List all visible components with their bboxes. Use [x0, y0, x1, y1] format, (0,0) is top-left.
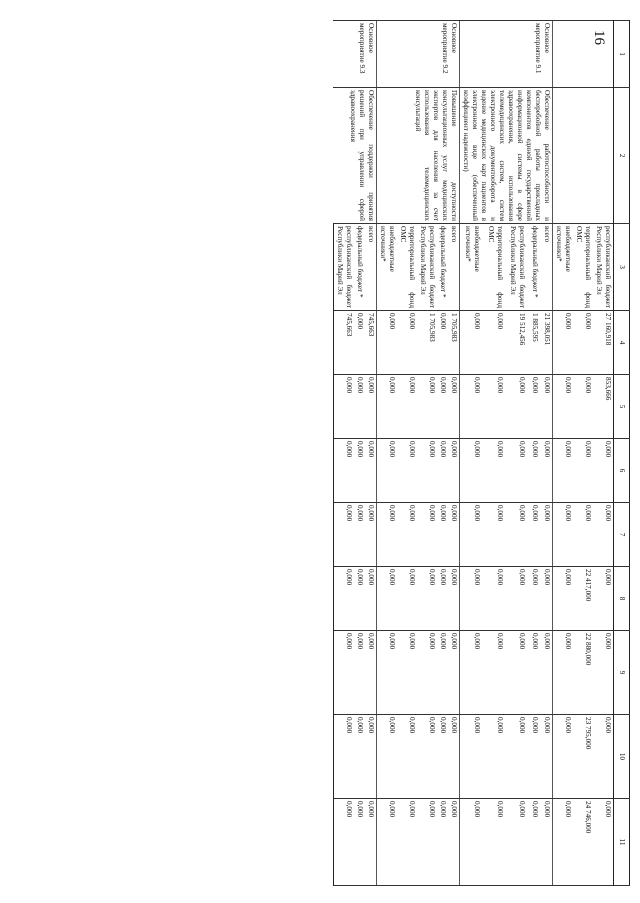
amount-cell: 0,000 [553, 311, 574, 375]
amount-cell: 745,663 [334, 311, 355, 375]
activity-description-cell: Обеспечение поддержки принятия решений при управлении сферой здравоохранения [334, 88, 377, 224]
amount-cell: 0,000 [553, 439, 574, 503]
amount-cell: 0,000 [437, 503, 448, 567]
column-header: 9 [614, 631, 630, 715]
amount-cell: 0,000 [460, 631, 483, 715]
page-number: 16 [591, 30, 607, 45]
amount-cell: 0,000 [365, 375, 377, 439]
amount-cell: 1 705,983 [417, 311, 437, 375]
amount-cell: 0,000 [417, 439, 437, 503]
activity-name-cell [553, 21, 614, 88]
column-header: 3 [614, 224, 630, 311]
amount-cell: 0,000 [397, 311, 417, 375]
amount-cell: 0,000 [397, 375, 417, 439]
amount-cell: 0,000 [437, 799, 448, 886]
amount-cell: 0,000 [540, 439, 553, 503]
amount-cell: 0,000 [365, 439, 377, 503]
amount-cell: 0,000 [437, 439, 448, 503]
amount-cell: 0,000 [448, 631, 460, 715]
funding-source-cell: республиканский бюджет Республики Марий Эл [505, 224, 527, 311]
amount-cell: 21 398,051 [540, 311, 553, 375]
column-header: 4 [614, 311, 630, 375]
amount-cell: 0,000 [437, 375, 448, 439]
amount-cell: 0,000 [460, 439, 483, 503]
amount-cell: 0,000 [527, 799, 539, 886]
amount-cell: 1 705,983 [448, 311, 460, 375]
amount-cell: 0,000 [540, 799, 553, 886]
table-header-row [614, 21, 630, 886]
column-header: 11 [614, 799, 630, 886]
amount-cell: 0,000 [437, 311, 448, 375]
amount-cell: 0,000 [483, 799, 505, 886]
table-row [593, 21, 614, 886]
amount-cell: 0,000 [483, 375, 505, 439]
amount-cell: 0,000 [354, 567, 365, 631]
amount-cell: 0,000 [460, 311, 483, 375]
amount-cell: 0,000 [483, 631, 505, 715]
amount-cell: 0,000 [334, 439, 355, 503]
amount-cell: 0,000 [365, 799, 377, 886]
amount-cell: 0,000 [354, 375, 365, 439]
amount-cell: 0,000 [334, 375, 355, 439]
funding-source-cell: территориальный фонд ОМС [573, 224, 593, 311]
amount-cell: 0,000 [460, 567, 483, 631]
amount-cell: 0,000 [505, 375, 527, 439]
activity-name-cell: Основное мероприятие 9.1 [460, 21, 553, 88]
amount-cell: 0,000 [448, 375, 460, 439]
column-header: 5 [614, 375, 630, 439]
amount-cell: 0,000 [377, 311, 398, 375]
amount-cell: 0,000 [505, 631, 527, 715]
activity-description-cell: Повышение доступности консультационных услуг медицинских экспертов для населения за счет использования телемедицинских консультаций [377, 88, 460, 224]
amount-cell: 1 885,595 [527, 311, 539, 375]
amount-cell: 24 746,000 [573, 799, 593, 886]
amount-cell: 0,000 [553, 375, 574, 439]
amount-cell: 0,000 [377, 439, 398, 503]
amount-cell: 0,000 [483, 503, 505, 567]
amount-cell: 0,000 [540, 375, 553, 439]
amount-cell: 0,000 [397, 715, 417, 799]
amount-cell: 0,000 [527, 439, 539, 503]
amount-cell: 0,000 [593, 715, 614, 799]
table-row [448, 21, 460, 886]
amount-cell: 745,663 [365, 311, 377, 375]
amount-cell: 0,000 [417, 631, 437, 715]
amount-cell: 0,000 [417, 503, 437, 567]
amount-cell: 0,000 [553, 631, 574, 715]
column-header: 1 [614, 21, 630, 88]
amount-cell: 0,000 [334, 567, 355, 631]
funding-source-cell: федеральный бюджет * [437, 224, 448, 311]
amount-cell: 0,000 [593, 503, 614, 567]
amount-cell: 0,000 [377, 567, 398, 631]
funding-source-cell: федеральный бюджет * [527, 224, 539, 311]
amount-cell: 0,000 [573, 311, 593, 375]
amount-cell: 0,000 [573, 375, 593, 439]
amount-cell: 0,000 [365, 715, 377, 799]
amount-cell: 0,000 [593, 567, 614, 631]
column-header: 10 [614, 715, 630, 799]
amount-cell: 0,000 [505, 567, 527, 631]
amount-cell: 0,000 [377, 715, 398, 799]
amount-cell: 0,000 [540, 631, 553, 715]
amount-cell: 0,000 [377, 375, 398, 439]
amount-cell: 0,000 [354, 503, 365, 567]
amount-cell: 0,000 [354, 631, 365, 715]
amount-cell: 0,000 [377, 799, 398, 886]
amount-cell: 0,000 [377, 503, 398, 567]
amount-cell: 0,000 [553, 799, 574, 886]
funding-source-cell: территориальный фонд ОМС [397, 224, 417, 311]
amount-cell: 0,000 [460, 715, 483, 799]
amount-cell: 0,000 [448, 439, 460, 503]
column-header: 6 [614, 439, 630, 503]
amount-cell: 0,000 [437, 631, 448, 715]
amount-cell: 0,000 [354, 799, 365, 886]
amount-cell: 0,000 [527, 375, 539, 439]
amount-cell: 0,000 [377, 631, 398, 715]
activity-name-cell: Основное мероприятие 9.3 [334, 21, 377, 88]
amount-cell: 0,000 [334, 715, 355, 799]
amount-cell: 0,000 [365, 567, 377, 631]
amount-cell: 0,000 [540, 715, 553, 799]
amount-cell: 0,000 [397, 631, 417, 715]
amount-cell: 0,000 [397, 799, 417, 886]
funding-source-cell: федеральный бюджет * [354, 224, 365, 311]
amount-cell: 0,000 [397, 503, 417, 567]
amount-cell: 0,000 [448, 567, 460, 631]
table-row [540, 21, 553, 886]
funding-source-cell: всего [448, 224, 460, 311]
funding-table [333, 20, 630, 886]
activity-description-cell [553, 88, 614, 224]
activity-name-cell: Основное мероприятие 9.2 [377, 21, 460, 88]
amount-cell: 0,000 [593, 631, 614, 715]
amount-cell: 0,000 [334, 503, 355, 567]
amount-cell: 0,000 [417, 715, 437, 799]
funding-source-cell: всего [365, 224, 377, 311]
column-header: 8 [614, 567, 630, 631]
column-header: 2 [614, 88, 630, 224]
amount-cell: 19 512,456 [505, 311, 527, 375]
amount-cell: 0,000 [417, 567, 437, 631]
amount-cell: 22 880,000 [573, 631, 593, 715]
amount-cell: 0,000 [334, 799, 355, 886]
amount-cell: 0,000 [365, 631, 377, 715]
amount-cell: 0,000 [505, 503, 527, 567]
table-body [334, 21, 614, 886]
amount-cell: 0,000 [397, 567, 417, 631]
amount-cell: 0,000 [417, 375, 437, 439]
funding-source-cell: республиканский бюджет Республики Марий Эл [334, 224, 355, 311]
amount-cell: 0,000 [483, 311, 505, 375]
amount-cell: 0,000 [527, 715, 539, 799]
amount-cell: 0,000 [540, 567, 553, 631]
amount-cell: 0,000 [483, 439, 505, 503]
amount-cell: 0,000 [448, 799, 460, 886]
amount-cell: 0,000 [505, 799, 527, 886]
funding-source-cell: внебюджетные источники* [460, 224, 483, 311]
amount-cell: 0,000 [527, 503, 539, 567]
funding-source-cell: территориальный фонд ОМС [483, 224, 505, 311]
amount-cell: 853,666 [593, 375, 614, 439]
amount-cell: 0,000 [448, 503, 460, 567]
amount-cell: 0,000 [334, 631, 355, 715]
amount-cell: 0,000 [527, 631, 539, 715]
funding-source-cell: республиканский бюджет Республики Марий Эл [593, 224, 614, 311]
amount-cell: 0,000 [483, 567, 505, 631]
amount-cell: 0,000 [437, 567, 448, 631]
amount-cell: 27 160,918 [593, 311, 614, 375]
amount-cell: 0,000 [540, 503, 553, 567]
rotated-table-container [94, 20, 630, 880]
amount-cell: 0,000 [505, 439, 527, 503]
amount-cell: 0,000 [573, 439, 593, 503]
amount-cell: 0,000 [365, 503, 377, 567]
amount-cell: 0,000 [505, 715, 527, 799]
amount-cell: 0,000 [354, 715, 365, 799]
amount-cell: 0,000 [483, 715, 505, 799]
amount-cell: 0,000 [448, 715, 460, 799]
amount-cell: 0,000 [397, 439, 417, 503]
amount-cell: 0,000 [354, 439, 365, 503]
amount-cell: 0,000 [573, 503, 593, 567]
amount-cell: 0,000 [553, 503, 574, 567]
amount-cell: 0,000 [553, 715, 574, 799]
amount-cell: 0,000 [460, 503, 483, 567]
funding-source-cell: внебюджетные источники* [553, 224, 574, 311]
amount-cell: 0,000 [553, 567, 574, 631]
funding-source-cell: республиканский бюджет Республики Марий Эл [417, 224, 437, 311]
funding-source-cell: всего [540, 224, 553, 311]
amount-cell: 0,000 [460, 375, 483, 439]
amount-cell: 0,000 [593, 439, 614, 503]
activity-description-cell: Обеспечение работоспособности и бесперебойной работы прикладных компонентов единой государственной информационной системы в сфере здравоохранения, использования телемедицинских систем, систем электронного документооборота и ведение медицинских карт пациентов в электронном виде (обеспеченный коэффициент надежности) [460, 88, 553, 224]
amount-cell: 22 417,000 [573, 567, 593, 631]
column-header: 7 [614, 503, 630, 567]
amount-cell: 0,000 [593, 799, 614, 886]
amount-cell: 0,000 [417, 799, 437, 886]
amount-cell: 0,000 [437, 715, 448, 799]
amount-cell: 0,000 [527, 567, 539, 631]
funding-source-cell: внебюджетные источники* [377, 224, 398, 311]
amount-cell: 0,000 [460, 799, 483, 886]
amount-cell: 23 795,000 [573, 715, 593, 799]
amount-cell: 0,000 [354, 311, 365, 375]
table-row [365, 21, 377, 886]
